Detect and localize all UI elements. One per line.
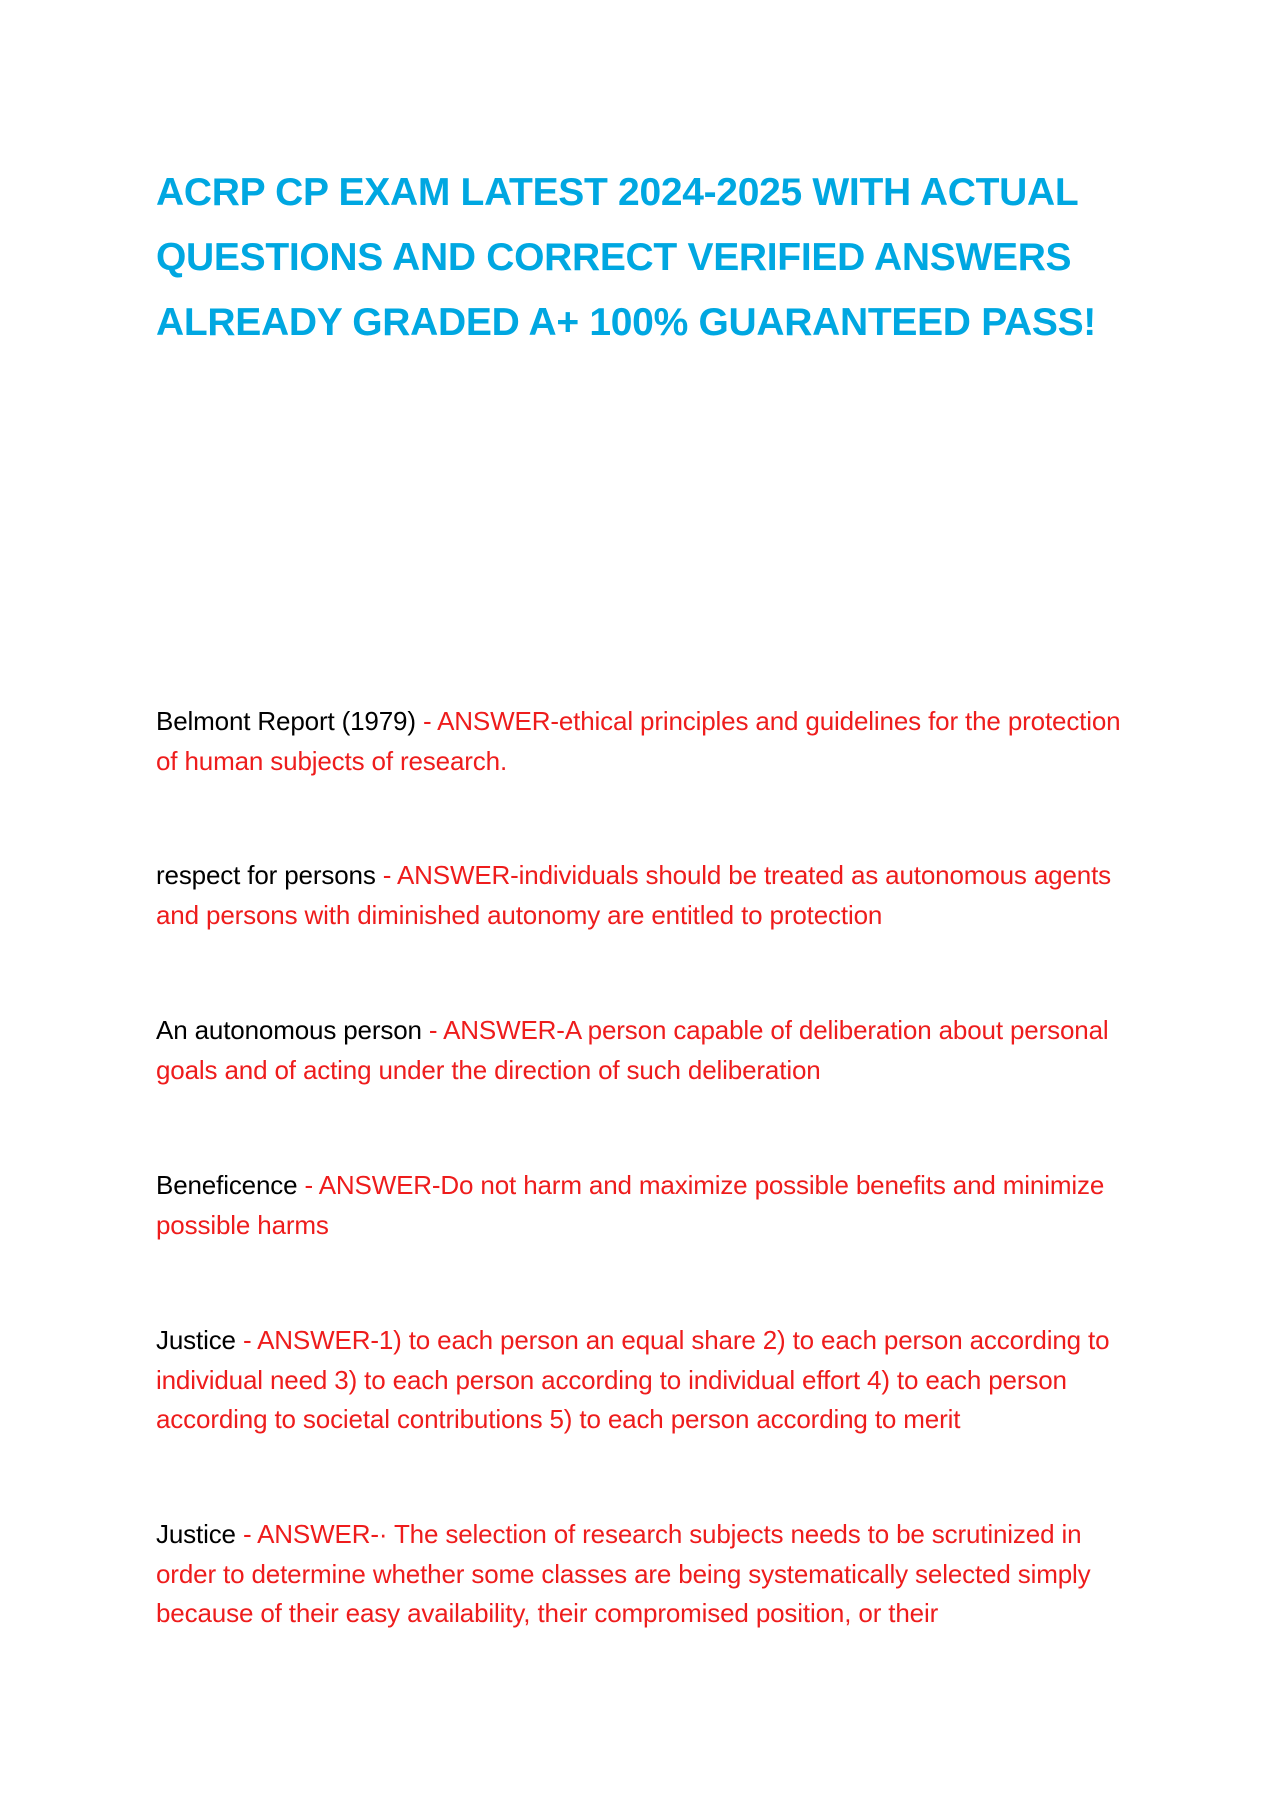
qa-answer: ANSWER-ethical principles and guidelines for the protection of human subjects of research. — [156, 706, 1121, 776]
qa-answer: ANSWER-individuals should be treated as autonomous agents and persons with diminished autonomy are entitled to protection — [156, 860, 1112, 930]
document-title: ACRP CP EXAM LATEST 2024-2025 WITH ACTUAL QUESTIONS AND CORRECT VERIFIED ANSWERS ALREADY GRADED A+ 100% GUARANTEED PASS! — [156, 171, 1096, 344]
qa-entry — [156, 1515, 1146, 1634]
qa-entry — [156, 1321, 1146, 1440]
qa-entry — [156, 856, 1146, 935]
qa-entry — [156, 1011, 1146, 1090]
qa-separator: - — [297, 1170, 319, 1200]
qa-answer: ANSWER-Do not harm and maximize possible benefits and minimize possible harms — [156, 1170, 1105, 1240]
qa-entry — [156, 1166, 1146, 1245]
qa-term: respect for persons — [156, 860, 376, 890]
qa-separator: - — [375, 860, 397, 890]
qa-separator: - — [421, 1015, 444, 1045]
qa-separator: - — [235, 1325, 258, 1355]
qa-term: Beneficence — [156, 1170, 298, 1200]
qa-term: An autonomous person — [156, 1015, 422, 1045]
qa-answer: ANSWER-· The selection of research subjects needs to be scrutinized in order to determine whether some classes are being systematically selected simply because of their easy availability, their compromised position, or their — [156, 1519, 1091, 1628]
qa-term: Justice — [156, 1325, 236, 1355]
qa-entry — [156, 702, 1146, 781]
qa-term: Justice — [156, 1519, 236, 1549]
qa-term: Belmont Report (1979) — [156, 706, 416, 736]
qa-answer: ANSWER-A person capable of deliberation about personal goals and of acting under the direction of such deliberation — [156, 1015, 1109, 1085]
qa-separator: - — [415, 706, 438, 736]
qa-answer: ANSWER-1) to each person an equal share 2) to each person according to individual need 3) to each person according to individual effort 4) to each person according to societal contributions 5) to each person according to merit — [156, 1325, 1110, 1434]
qa-separator: - — [235, 1519, 258, 1549]
